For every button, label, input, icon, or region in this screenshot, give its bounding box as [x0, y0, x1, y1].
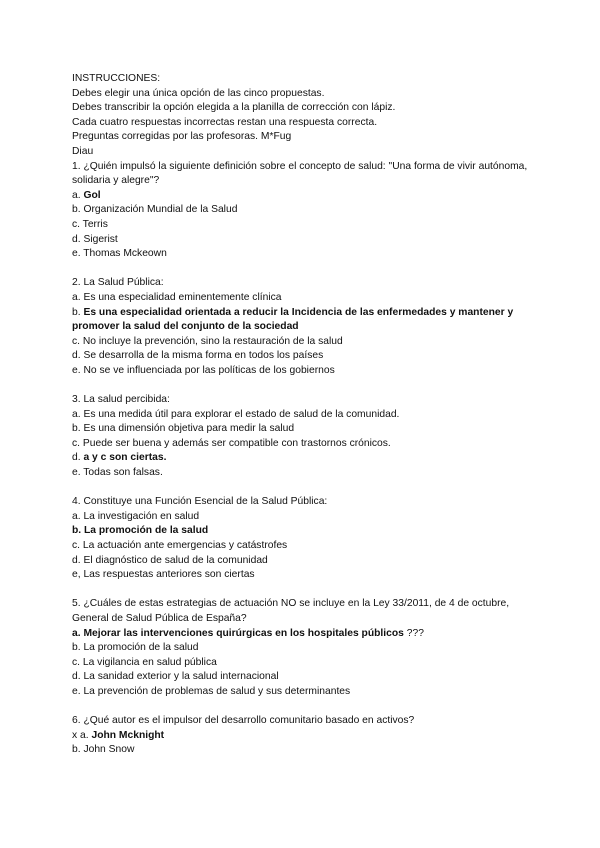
- option-b: b. Es una especialidad orientada a reducir la Incidencia de las enfermedades y mantener y promover la salud del conjunto de la sociedad: [72, 306, 514, 333]
- question-1: [72, 160, 542, 262]
- instruction-line: Debes transcribir la opción elegida a la planilla de corrección con lápiz.: [72, 102, 396, 114]
- option-b: b. La promoción de la salud: [72, 642, 199, 654]
- option-c: c. La vigilancia en salud pública: [72, 656, 217, 668]
- option-e: e. Thomas Mckeown: [72, 248, 167, 260]
- question-4: [72, 495, 542, 583]
- option-a: x a. John Mcknight: [72, 729, 165, 741]
- instruction-line: Cada cuatro respuestas incorrectas restan una respuesta correcta.: [72, 116, 378, 128]
- question-5: [72, 597, 542, 699]
- instruction-line: Diau: [72, 145, 94, 157]
- question-prompt: 5. ¿Cuáles de estas estrategias de actuación NO se incluye en la Ley 33/2011, de 4 de octubre,: [72, 598, 510, 610]
- correct-answer: John Mcknight: [91, 729, 165, 741]
- option-c: c. Terris: [72, 218, 108, 230]
- option-b: b. Organización Mundial de la Salud: [72, 204, 238, 216]
- option-d: d. Sigerist: [72, 233, 118, 245]
- option-d: d. El diagnóstico de salud de la comunidad: [72, 554, 268, 566]
- question-prompt: 3. La salud percibida:: [72, 394, 170, 406]
- option-a: a. Mejorar las intervenciones quirúrgicas en los hospitales públicos ???: [72, 627, 424, 639]
- instructions-heading: INSTRUCCIONES:: [72, 73, 161, 84]
- question-prompt-continued: General de Salud Pública de España?: [72, 612, 247, 624]
- option-a: a. Gol: [72, 189, 101, 201]
- option-d: d. La sanidad exterior y la salud internacional: [72, 671, 279, 683]
- instruction-line: Preguntas corregidas por las profesoras. M*Fug: [72, 131, 292, 143]
- option-a: a. Es una especialidad eminentemente clínica: [72, 291, 282, 303]
- option-a: a. Es una medida útil para explorar el estado de salud de la comunidad.: [72, 408, 400, 420]
- instruction-line: Debes elegir una única opción de las cinco propuestas.: [72, 87, 325, 99]
- option-e: e. Todas son falsas.: [72, 467, 163, 479]
- question-6: [72, 714, 542, 758]
- question-prompt: 6. ¿Qué autor es el impulsor del desarrollo comunitario basado en activos?: [72, 715, 415, 727]
- question-3: [72, 393, 542, 481]
- correct-answer: Es una especialidad orientada a reducir la Incidencia de las enfermedades y mantener y promover la salud del conjunto de la sociedad: [72, 306, 514, 333]
- instructions-block: [72, 72, 542, 160]
- option-d: d. a y c son ciertas.: [72, 452, 167, 464]
- option-a: a. La investigación en salud: [72, 510, 200, 522]
- option-e: e. No se ve influenciada por las políticas de los gobiernos: [72, 364, 335, 376]
- option-c: c. La actuación ante emergencias y catástrofes: [72, 540, 288, 551]
- option-c: c. No incluye la prevención, sino la restauración de la salud: [72, 335, 343, 347]
- question-2: [72, 276, 542, 378]
- correct-answer: a y c son ciertas.: [83, 452, 167, 464]
- option-e: e. La prevención de problemas de salud y sus determinantes: [72, 685, 351, 697]
- question-prompt: 2. La Salud Pública:: [72, 277, 164, 289]
- option-b: b. John Snow: [72, 744, 135, 756]
- correct-answer: a. Mejorar las intervenciones quirúrgicas en los hospitales públicos: [72, 627, 404, 639]
- question-prompt: 1. ¿Quién impulsó la siguiente definición sobre el concepto de salud: "Una forma de vivir autónoma, solidaria y alegre"?: [72, 160, 528, 187]
- option-b: b. Es una dimensión objetiva para medir la salud: [72, 423, 295, 435]
- option-c: c. Puede ser buena y además ser compatible con trastornos crónicos.: [72, 437, 391, 449]
- correct-answer: Gol: [83, 189, 101, 201]
- option-d: d. Se desarrolla de la misma forma en todos los países: [72, 350, 324, 362]
- question-prompt: 4. Constituye una Función Esencial de la Salud Pública:: [72, 496, 328, 508]
- option-e: e, Las respuestas anteriores son ciertas: [72, 569, 255, 581]
- exam-page: [72, 72, 542, 758]
- option-b-correct: b. La promoción de la salud: [72, 525, 209, 537]
